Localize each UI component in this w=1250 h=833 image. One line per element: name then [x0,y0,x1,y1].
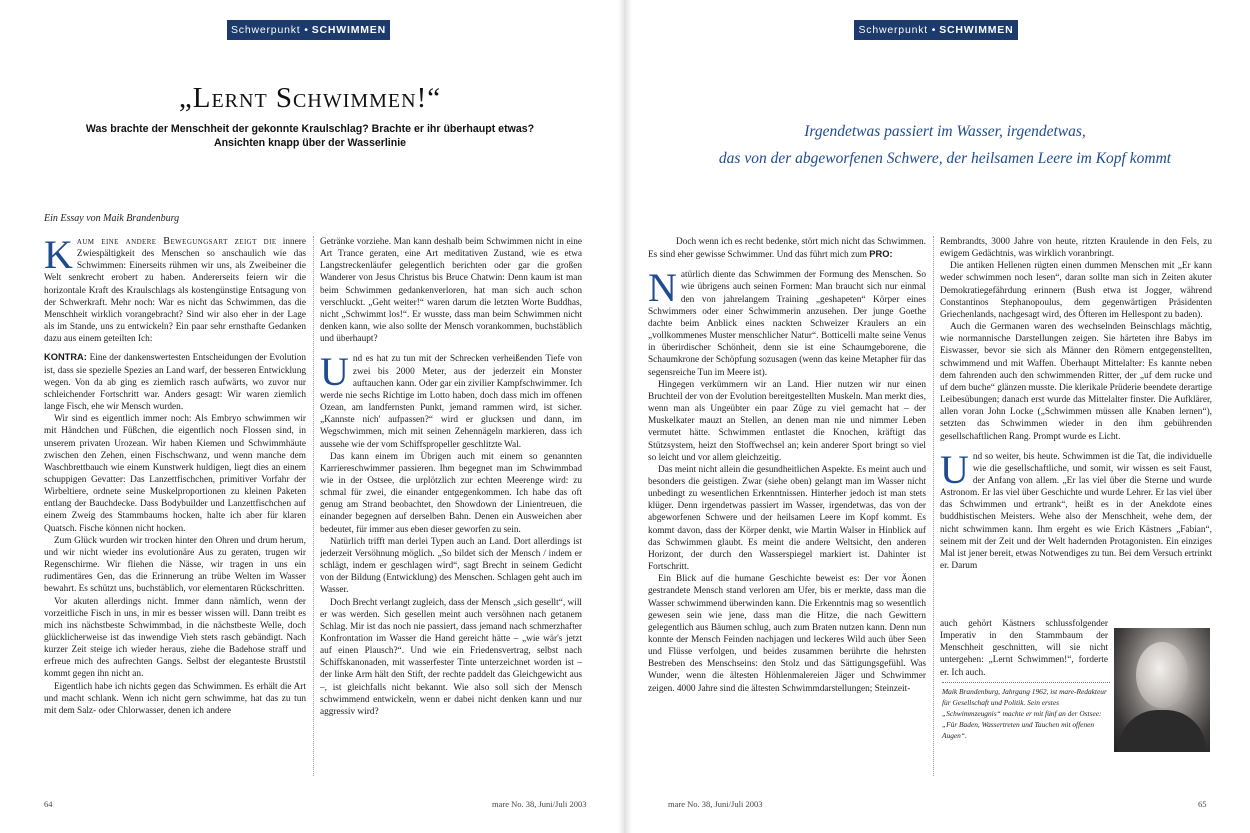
portrait-head [1136,642,1188,708]
paragraph: Auch die Germanen waren des wechselnden Beinschlags mächtig, wie normannische Darstellungen zeigen. Sie härteten ihre Babys im Eiswasser, bevor sie sich als Männer den Römern entgegenstellten, schwimmend und mit Waffen. Überhaupt Mittelalter: Es kannte neben dem fahrenden auch den schwimmenden Ritter, der „uf dem rucke und uf dem buche“ glänzen musste. Die klerikale Prüderie beendete derartige Leibesübungen; danach erst wurde das Mittelalter finster. Die Aufklärer, allen voran John Locke („Schwimmen müssen alle Knaben lernen“), setzten das Schwimmen wieder in den ihm gebührenden gesellschaftlichen Rang. Prompt wurde es Licht. [940,322,1212,442]
left-page [0,0,620,833]
portrait-shoulders [1118,710,1206,752]
drop-cap: U [940,446,969,492]
article-title: „Lernt Schwimmen!“ [178,82,442,114]
kicker-section: SCHWIMMEN [311,24,386,36]
paragraph: Eigentlich habe ich nichts gegen das Schwimmen. Es erhält die Art und macht schlank. Wenn ich nicht gern schwimme, hat das zu tun mit dem Salz- oder Chlorwasser, denen ich andere [44,681,306,716]
paragraph: Doch Brecht verlangt zugleich, dass der Mensch „sich gesellt“, will er was werden. Sich gesellen meint auch versöhnen nach getanem Schlag. Mir ist das noch nie passiert, dass jemand nach schmerzhafter Konfrontation im Wasser die Hand gereicht hätte – „wie wär's jetzt auf einen Plausch?“. Und wie ein Friedensvertrag, selbst nach Schiffskanonaden, mit wasserfester Tinte unterzeichnet worden ist – der linke Arm hält den Stift, der rechte paddelt das Gleichgewicht aus –, ist gleichfalls nicht bekannt. Wie also soll sich der Mensch schwimmend entwickeln, wenn er dabei nicht denken kann und nur aggressiv wird? [320,597,582,717]
lead-caps: aum eine andere Bewegungsart zeigt die [76,236,277,247]
section-kicker [227,20,390,40]
paragraph: auch gehört Kästners schlussfolgender Imperativ in den Stammbaum der Menschheit geschnitten, will sie nicht untergehen: „Lernt Schwimmen!“, forderte er. Ich auch. [940,619,1108,678]
drop-cap: K [44,236,73,277]
paragraph: Das meint nicht allein die gesundheitlichen Aspekte. Es meint auch und besonders die geistigen. Zwar (siehe oben) gelangt man im Wasser nicht unbedingt zu wesentlichen Erkenntnissen. Hinterher jedoch ist man stets klüger. Denn irgendetwas passiert im Wasser, irgendetwas, das von der abgeworfenen Schwere und der heilsamen Leere im Kopf kommt. Es kommt davon, dass der Körper denkt, wie Martin Walser in Hinblick auf das Schwimmen glaubt. Es meint die andere Weltsicht, den anderen Horizont, der durch den Wasserspiegel markiert ist. Dahinter ist Fortschritt. [648,464,926,573]
paragraph: Die antiken Hellenen rügten einen dummen Menschen mit „Er kann weder schwimmen noch lesen“, daran sollte man sich in Zeiten akuter Demokratiegefährdung erinnern (Bush etwa ist Jogger, während Constantinos Stephanopoulus, dem gegenwärtigen Präsidenten Griechenlands, nachgesagt wird, des Öfteren im Hellespont zu baden). [940,261,1212,320]
right-column-2-tail [940,618,1108,680]
caption-divider [942,682,1110,683]
pull-quote [710,118,1180,172]
paragraph: nd es hat zu tun mit der Schrecken verheißenden Tiefe von zwei bis 2000 Meter, aus der jederzeit ein Monster auftauchen kann. Oder gar ein zivilier Kampfschwimmer. Ich werde nie sechs Richtige im Lotto haben, doch dass mich im offenen Ozean, am landfernsten Punkt, jemand rammen wird, ist sicher. „Kannste nich' aufpassen?“ wird er glucksen und dann, im Wegschwimmen, mich mit seinen Zehennägeln markieren, dass ich aussehe wie der vom Schiffspropeller geschlitzte Wal. [320,354,582,450]
article-deck: Was brachte der Menschheit der gekonnte Kraulschlag? Brachte er ihr überhaupt etwas? Ansichten knapp über der Wasserlinie [85,123,535,149]
page-number: 65 [1198,799,1207,809]
issue-line: mare No. 38, Juni/Juli 2003 [492,799,587,809]
paragraph: Wir sind es eigentlich immer noch: Als Embryo schwimmen wir mit Händchen und Füßchen, die eigentlich noch Flossen sind, in unserem privaten Urozean. Wir haben Kiemen und Schwimmhäute zwischen den Zehen, einen Fischschwanz, und wenn manche dem Waschbrettbauch wie einem Kunstwerk huldigen, liegt dies an einem schuppigen Gevatter: Das Lanzettfischchen, primitiver Vorfahr der Wirbeltiere, ordnete seine Muskelproportionen zu kleinen Paketen entlang der Bauchdecke. Dass Bodybuilder und Lanzettfischchen auf einem Zweig des Stammbaums hocken, halte ich aber für klaren Quatsch. Fische können nicht hocken. [44,414,306,534]
left-column-2 [320,236,582,784]
kicker-prefix: Schwerpunkt • [231,24,309,36]
pull-quote-line: Irgendetwas passiert im Wasser, irgendetwas, [804,123,1086,140]
portrait-photo-icon [1114,628,1210,752]
lead-paragraph [44,236,306,345]
kontra-paragraph [44,351,306,413]
paragraph-with-dropcap [648,265,926,378]
section-kicker [854,20,1018,40]
pro-label: PRO: [869,249,893,260]
paragraph: Hingegen verkümmern wir an Land. Hier nutzen wir nur einen Bruchteil der von der Evolution bereitgestellten Muskeln. Man merkt dies, wenn man als Ungeübter ein paar Züge zu viel gemacht hat – der Muskelkater mauzt an Stellen, an denen man nie und nimmer Leben vermutet hätte. Schwimmen entlastet die Knochen, kräftigt das Stützsystem, heizt den Stoffwechsel an; kein anderer Sport bringt so viel so leicht und vor allem gleichzeitig. [648,379,926,463]
paragraph: Eine der dankenswertesten Entscheidungen der Evolution ist, dass sie spezielle Spezies an Land warf, der besseren Entwicklung wegen. Von da ab ging es ziemlich rasch aufwärts, wo zuvor nur schleichender Fortschritt war. Anders gesagt: Wir waren ziemlich lange Fisch, ehe wir Mensch wurden. [44,353,306,413]
paragraph: Zum Glück wurden wir trocken hinter den Ohren und drum herum, und wir nicht wieder ins evolutionäre Aus zu geraten, trugen wir Regenschirme. Wir fliehen die Nässe, wir tragen in uns ein rudimentäres Gen, das die Erinnerung an trübe Welten im Wasser bewahrt. Es schützt uns, buchstäblich, vor elementaren Rückschritten. [44,535,306,595]
paragraph-text: Doch wenn ich es recht bedenke, stört mich nicht das Schwimmen. Es sind eher gewisse Schwimmer. Und das führt mich zum [648,237,926,261]
right-page [630,0,1250,833]
kontra-label: KONTRA: [44,352,87,363]
paragraph: atürlich diente das Schwimmen der Formung des Menschen. So wie übrigens auch seinen Formen: Man braucht sich nur einmal den von jahrelangem Training „geshapeten“ Körper eines Schwimmers oder einer Schwimmerin anzusehen. Der junge Goethe dachte beim Anblick eines nackten Schweizer Kraulers an ein „vollkommenes Muster menschlicher Natur“. Botticelli malte seine Venus in überirdischer Schönheit, denn sie ist eine Schaumgeborene, die Schaumkrone der Schöpfung sozusagen (wenn das keine Metapher für das segensreiche Tun im Meere ist). [648,270,926,378]
paragraph: Ein Blick auf die humane Geschichte beweist es: Der vor Äonen gestrandete Mensch stand verloren am Ufer, bis er merkte, dass man die Wasser schwimmend überwinden kann. Die Erkenntnis mag so wesentlich gewesen sein wie jene, dass man die Hitze, die nach Gewittern gelegentlich aus Bäumen schlug, auch zum Braten nutzen kann. Denn nun konnte der Mensch Feinden nachjagen und leckeres Wild auch über Seen und Flüsse verfolgen, und beides zusammen berührte die hehrsten Bestreben des Menschseins: den Stolz und das Sättigungsgefühl. Was Wunder, wenn die ältesten Höhlenmalereien Jäger und Schwimmer zeigen. 4000 Jahre sind die ältesten Schwimmdarstellungen; Steinzeit- [648,574,926,694]
paragraph: Getränke vorziehe. Man kann deshalb beim Schwimmen nicht in eine Art Trance geraten, eine Art meditativen Zustand, wie es etwa Langstreckenläufer gelegentlich berichten oder gar die großen Wanderer von Jesus Christus bis Bruce Chatwin: Denn kaum ist man beim Schwimmen gedankenverloren, hat man sich auch schon verschluckt. „Geht weiter!“ waren darum die letzten Worte Buddhas, nicht „Schwimmt los!“. Er wusste, dass man beim Schwimmen nicht denken kann, wie also sollte der Mensch vorankommen, buchstäblich und überhaupt? [320,237,582,345]
issue-line: mare No. 38, Juni/Juli 2003 [668,799,763,809]
paragraph: Rembrandts, 3000 Jahre von heute, ritzten Kraulende in den Fels, zu ewigem Gedächtnis, was wirklich voranbringt. [940,237,1212,260]
paragraph [648,236,926,261]
kicker-prefix: Schwerpunkt • [858,24,937,36]
paragraph: innere Zwiespältigkeit des Menschen so anschaulich wie das Schwimmen: Einerseits rühmen wir uns, als Zweibeiner die Welt senkrecht erobert zu haben. Andererseits feiern wir die horizontale Kraft des Kraulschlags als kostengünstige Entsagung von der Schwerkraft. Mehr noch: War es nicht das Schwimmen, das die Menschheit wirklich vorangebracht? Sind wir also eher in der Lage als im Stande, uns zu entwickeln? Ein paar sehr ernsthafte Gedanken dazu aus einem geteilten Ich: [44,237,306,345]
paragraph-with-dropcap [320,349,582,450]
drop-cap: U [320,349,349,395]
drop-cap: N [648,265,677,311]
paragraph: Das kann einem im Übrigen auch mit einem so genannten Karriereschwimmer passieren. Ihm begegnet man im Schwimmbad wie in der Ostsee, die urplötzlich zur echten Meerenge wird: zu schmal für zwei, die einander entgegenkommen. Ich habe das oft genug am Strand beobachtet, den Showdown der Linientreuen, die einander begegnen auf derselben Bahn. Denen ein Ausweichen aber bedeutet, für immer aus eben dieser geworfen zu sein. [320,451,582,535]
paragraph-with-dropcap [940,446,1212,573]
paragraph: Natürlich trifft man derlei Typen auch an Land. Dort allerdings ist jederzeit Versöhnung möglich. „So bildet sich der Mensch / indem er schlägt, indem er geschlagen wird“, sagt Brecht in seinem Gedicht von der Bildung (Entwicklung) des Menschen. Schlagen geht auch im Wasser. [320,536,582,596]
author-caption: Maik Brandenburg, Jahrgang 1962, ist mare-Redakteur für Gesellschaft und Politik. Sein erstes „Schwimmzeugnis“ machte er mit fünf an der Ostsee: „Für Baden, Wassertreten und Tauchen mit offenen Augen“. [942,687,1107,740]
page-number: 64 [44,799,53,809]
pull-quote-line: das von der abgeworfenen Schwere, der heilsamen Leere im Kopf kommt [718,150,1172,167]
byline: Ein Essay von Maik Brandenburg [44,213,180,224]
paragraph: nd so weiter, bis heute. Schwimmen ist die Tat, die individuelle wie die gesellschaftliche, und somit, wir wissen es seit Faust, der Anfang von allem. „Er las viel über die Sterne und wurde Astronom. Er las viel über Geschichte und wurde Lehrer. Er las viel über das Schwimmen und ertrank“, heißt es in der Anekdote eines buddhistischen Meisters. Wehe also der Menschheit, wehe dem, der nicht schwimmen kann. Ihm ergeht es wie Erich Kästners „Fabian“, seinem mit der Zeit und der Welt hadernden Protagonisten. Ein einziges Mal ist jener bereit, etwas Notwendiges zu tun. Bei dem Versuch ertrinkt er. Darum [940,451,1212,572]
left-column-1 [44,236,306,784]
right-column-2 [940,236,1212,626]
paragraph: Vor akuten allerdings nicht. Immer dann nämlich, wenn der vorzeitliche Fisch in uns, in mir es besser wissen will. Dann treibt es mich ins nächstbeste Schwimmbad, in die nächstbeste Welle, doch glücklicherweise ist das inwendige Vieh stets rasch gebändigt. Nach kurzer Zeit steige ich wieder heraus, ziehe die Badehose straff und erfreue mich des aufrechten Gangs. Selbst der eleganteste Bruststil kommt gegen ihn nicht an. [44,596,306,680]
right-column-1 [648,236,926,784]
column-divider [313,236,314,776]
kicker-section: SCHWIMMEN [939,24,1014,36]
column-divider [933,236,934,776]
